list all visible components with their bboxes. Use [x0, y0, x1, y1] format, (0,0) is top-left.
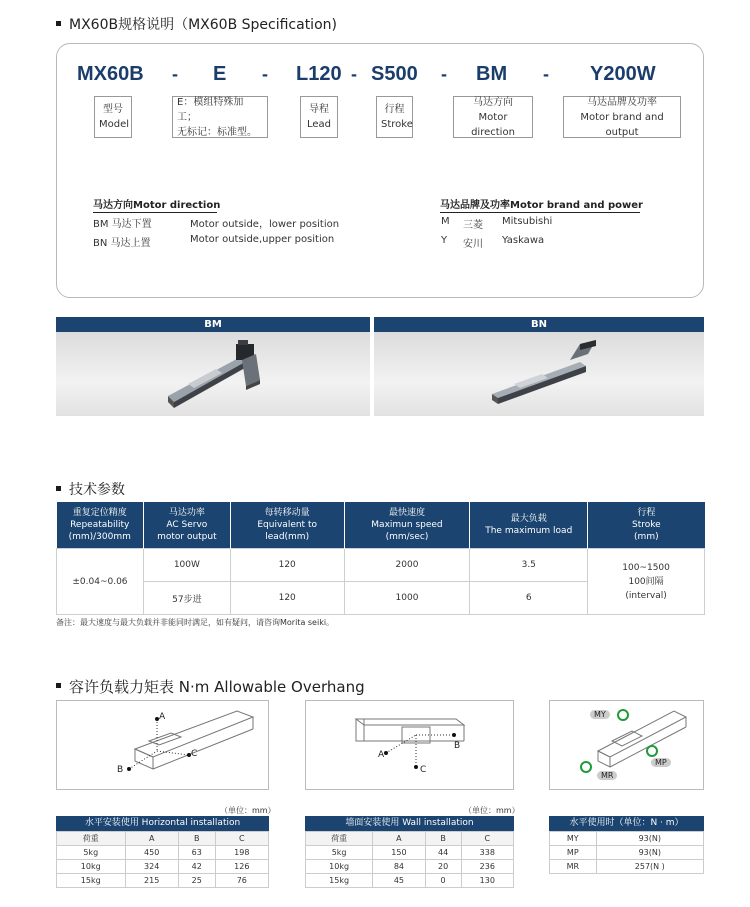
direction-code: BN 马达上置: [93, 238, 151, 249]
diagram-moment: [549, 700, 704, 790]
brand-en: Mitsubishi: [502, 216, 553, 227]
cell-speed: 1000: [344, 582, 470, 615]
diagram-wall: [305, 700, 514, 790]
cell-speed: 2000: [344, 549, 470, 582]
moment-diagram-icon: [550, 701, 703, 789]
brand-code: M: [441, 216, 450, 227]
code-e: E: [213, 63, 227, 85]
brand-cn: 三菱: [463, 220, 483, 231]
motor-direction-title: 马达方向Motor direction: [93, 196, 217, 213]
bullet-square-icon: [56, 21, 61, 26]
unit-label: （单位：mm）: [220, 806, 276, 815]
diagram-label-a: A: [159, 712, 166, 722]
table-row: 5kg 150 44 338: [306, 846, 514, 860]
code-lead: L120: [296, 63, 342, 85]
table-row: 10kg 84 20 236: [306, 860, 514, 874]
label-model: 型号 Model: [94, 96, 132, 138]
table-note: 备注：最大速度与最大负载并非能同时满足，如有疑问，请咨询Morita seiki。: [56, 618, 335, 627]
diagram-label-c: C: [420, 765, 427, 775]
cell-motor: 57步进: [143, 582, 230, 615]
table-row: MR 257(N ): [550, 860, 704, 874]
table-header-row: 荷重 A B C: [57, 832, 269, 846]
direction-code: BM 马达下置: [93, 219, 152, 230]
panel-bn-image: [374, 332, 704, 416]
diagram-label-b: B: [117, 765, 124, 775]
cell-stroke: 100~1500 100间隔 (interval): [588, 549, 705, 615]
overhang-section-title: 容许负载力矩表 N·m Allowable Overhang: [56, 676, 365, 697]
table-row: MP 93(N): [550, 846, 704, 860]
header-speed: 最快速度 Maximun speed (mm/sec): [344, 502, 470, 549]
diagram-label-c: C: [191, 749, 198, 759]
motor-brand-title: 马达品牌及功率Motor brand and power: [440, 196, 640, 213]
header-load: 最大负载 The maximum load: [470, 502, 588, 549]
code-dash: -: [441, 64, 447, 84]
header-stroke: 行程 Stroke (mm): [588, 502, 705, 549]
moment-table-title: 水平使用时（单位：N · m）: [549, 816, 704, 831]
bullet-square-icon: [56, 683, 61, 688]
brand-en: Yaskawa: [502, 235, 545, 246]
cell-motor: 100W: [143, 549, 230, 582]
label-stroke: 行程 Stroke: [376, 96, 413, 138]
code-dash: -: [172, 64, 178, 84]
label-e: E：模组特殊加工； 无标记：标准型。: [172, 96, 268, 138]
cell-lead: 120: [230, 582, 344, 615]
brand-code: Y: [441, 235, 448, 246]
wall-table: [305, 816, 514, 888]
label-lead: 导程 Lead: [300, 96, 338, 138]
table-row: MY 93(N): [550, 832, 704, 846]
diagram-label-mr: MR: [597, 771, 617, 780]
label-motor: 马达品牌及功率 Motor brand and output: [563, 96, 681, 138]
horizontal-table-title: 水平安装使用 Horizontal installation: [56, 816, 269, 831]
wall-mount-icon: [306, 701, 513, 789]
diagram-label-my: MY: [590, 710, 610, 719]
table-header-row: 荷重 A B C: [306, 832, 514, 846]
label-direction: 马达方向 Motor direction: [453, 96, 533, 138]
moment-table: [549, 816, 704, 874]
header-lead: 每转移动量 Equivalent to lead(mm): [230, 502, 344, 549]
diagram-label-mp: MP: [651, 758, 671, 767]
code-dash: -: [351, 64, 357, 84]
code-direction: BM: [476, 63, 508, 85]
tech-section-title: 技术参数: [56, 479, 125, 499]
table-row: 10kg 324 42 126: [57, 860, 269, 874]
direction-desc: Motor outside，lower position: [190, 219, 340, 230]
diagram-label-a: A: [378, 750, 385, 760]
code-motor: Y200W: [590, 63, 656, 85]
tech-table: [56, 502, 705, 615]
wall-table-title: 墙面安装使用 Wall installation: [305, 816, 514, 831]
cell-repeatability: ±0.04~0.06: [57, 549, 144, 615]
actuator-bn-icon: [374, 332, 704, 416]
table-row: 15kg 45 0 130: [306, 874, 514, 888]
cell-load: 3.5: [470, 549, 588, 582]
brand-cn: 安川: [463, 239, 483, 250]
code-stroke: S500: [371, 63, 418, 85]
panel-bm-header: BM: [56, 317, 370, 332]
spec-section-title: MX60B规格说明（MX60B Specification): [56, 14, 337, 34]
header-repeatability: 重复定位精度 Repeatability (mm)/300mm: [57, 502, 144, 549]
table-row: [57, 549, 705, 582]
cell-lead: 120: [230, 549, 344, 582]
panel-bn-header: BN: [374, 317, 704, 332]
cell-load: 6: [470, 582, 588, 615]
code-model: MX60B: [77, 63, 144, 85]
direction-desc: Motor outside,upper position: [190, 234, 335, 245]
table-row: 15kg 215 25 76: [57, 874, 269, 888]
panel-bm-image: [56, 332, 370, 416]
bullet-square-icon: [56, 486, 61, 491]
actuator-bm-icon: [56, 332, 370, 416]
diagram-label-b: B: [454, 741, 461, 751]
horizontal-table: [56, 816, 269, 888]
header-motor: 马达功率 AC Servo motor output: [143, 502, 230, 549]
unit-label: （单位：mm）: [464, 806, 520, 815]
table-row: 5kg 450 63 198: [57, 846, 269, 860]
code-dash: -: [262, 64, 268, 84]
code-dash: -: [543, 64, 549, 84]
table-header-row: [57, 502, 705, 549]
